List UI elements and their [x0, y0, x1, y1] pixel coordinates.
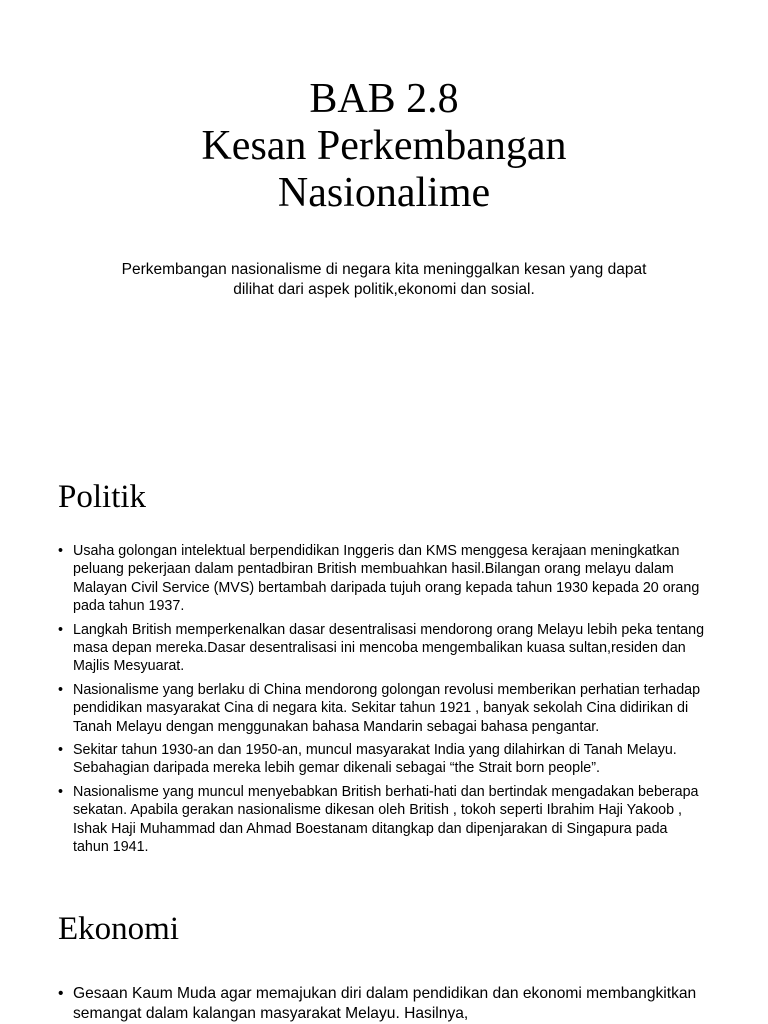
list-item	[56, 783, 706, 857]
politik-slide	[0, 440, 768, 880]
list-item	[56, 621, 706, 676]
bullet-icon: •	[58, 742, 64, 759]
title-line-topic-cont: Nasionalime	[277, 170, 491, 216]
list-item-text: Nasionalisme yang muncul menyebabkan British berhati-hati dan bertindak mengadakan beberapa sekatan. Apabila gerakan nasionalisme dikesan oleh British , tokoh seperti Ibrahim Haji Yakoob , Ishak Haji Muhammad dan Ahmad Boestanam ditangkap dan dipenjarakan di Singapura pada tahun 1941.	[73, 783, 699, 856]
title-line-chapter: BAB 2.8	[309, 76, 459, 122]
ekonomi-bullet-list	[56, 984, 706, 1024]
list-item-text: Gesaan Kaum Muda agar memajukan diri dalam pendidikan dan ekonomi membangkitkan semangat dalam kalangan masyarakat Melayu. Hasilnya,	[73, 985, 697, 1022]
list-item-text: Langkah British memperkenalkan dasar desentralisasi mendorong orang Melayu lebih peka tentang masa depan mereka.Dasar desentralisasi ini mencoba mengembalikan kuasa sultan,residen dan Majlis Mesyuarat.	[73, 621, 705, 675]
title-slide	[0, 0, 768, 440]
list-item-text: Nasionalisme yang berlaku di China mendorong golongan revolusi memberikan perhatian terhadap pendidikan masyarakat Cina di negara kita. Sekitar tahun 1921 , banyak sekolah Cina didirikan di Tanah Melayu dengan menggunakan bahasa Mandarin sebagai bahasa pengantar.	[73, 681, 701, 735]
slide-title	[0, 76, 768, 217]
bullet-icon: •	[58, 783, 64, 800]
bullet-icon: •	[58, 681, 64, 698]
bullet-icon: •	[58, 621, 64, 638]
politik-bullet-list	[56, 542, 706, 864]
bullet-icon: •	[58, 543, 64, 559]
bullet-icon: •	[58, 985, 64, 1002]
list-item	[56, 984, 706, 1024]
list-item	[56, 542, 706, 616]
list-item-text: Usaha golongan intelektual berpendidikan Inggeris dan KMS menggesa kerajaan meningkatkan peluang pekerjaan dalam pentadbiran British membuahkan hasil.Bilangan orang melayu dalam Malayan Civil Service (MVS) bertambah daripada tujuh orang kepada tahun 1930 kepada 20 orang pada tahun 1937.	[73, 543, 700, 615]
ekonomi-slide	[0, 880, 768, 1024]
section-heading-politik: Politik	[58, 479, 147, 515]
section-heading-ekonomi: Ekonomi	[58, 911, 179, 947]
list-item	[56, 681, 706, 736]
title-line-topic: Kesan Perkembangan	[201, 123, 567, 169]
slide-subtitle: Perkembangan nasionalisme di negara kita meninggalkan kesan yang dapat dilihat dari aspek politik,ekonomi dan sosial.	[121, 261, 647, 298]
list-item	[56, 741, 706, 778]
list-item-text: Sekitar tahun 1930-an dan 1950-an, muncul masyarakat India yang dilahirkan di Tanah Melayu. Sebahagian daripada mereka lebih gemar dikenali sebagai “the Strait born people”.	[73, 742, 677, 777]
